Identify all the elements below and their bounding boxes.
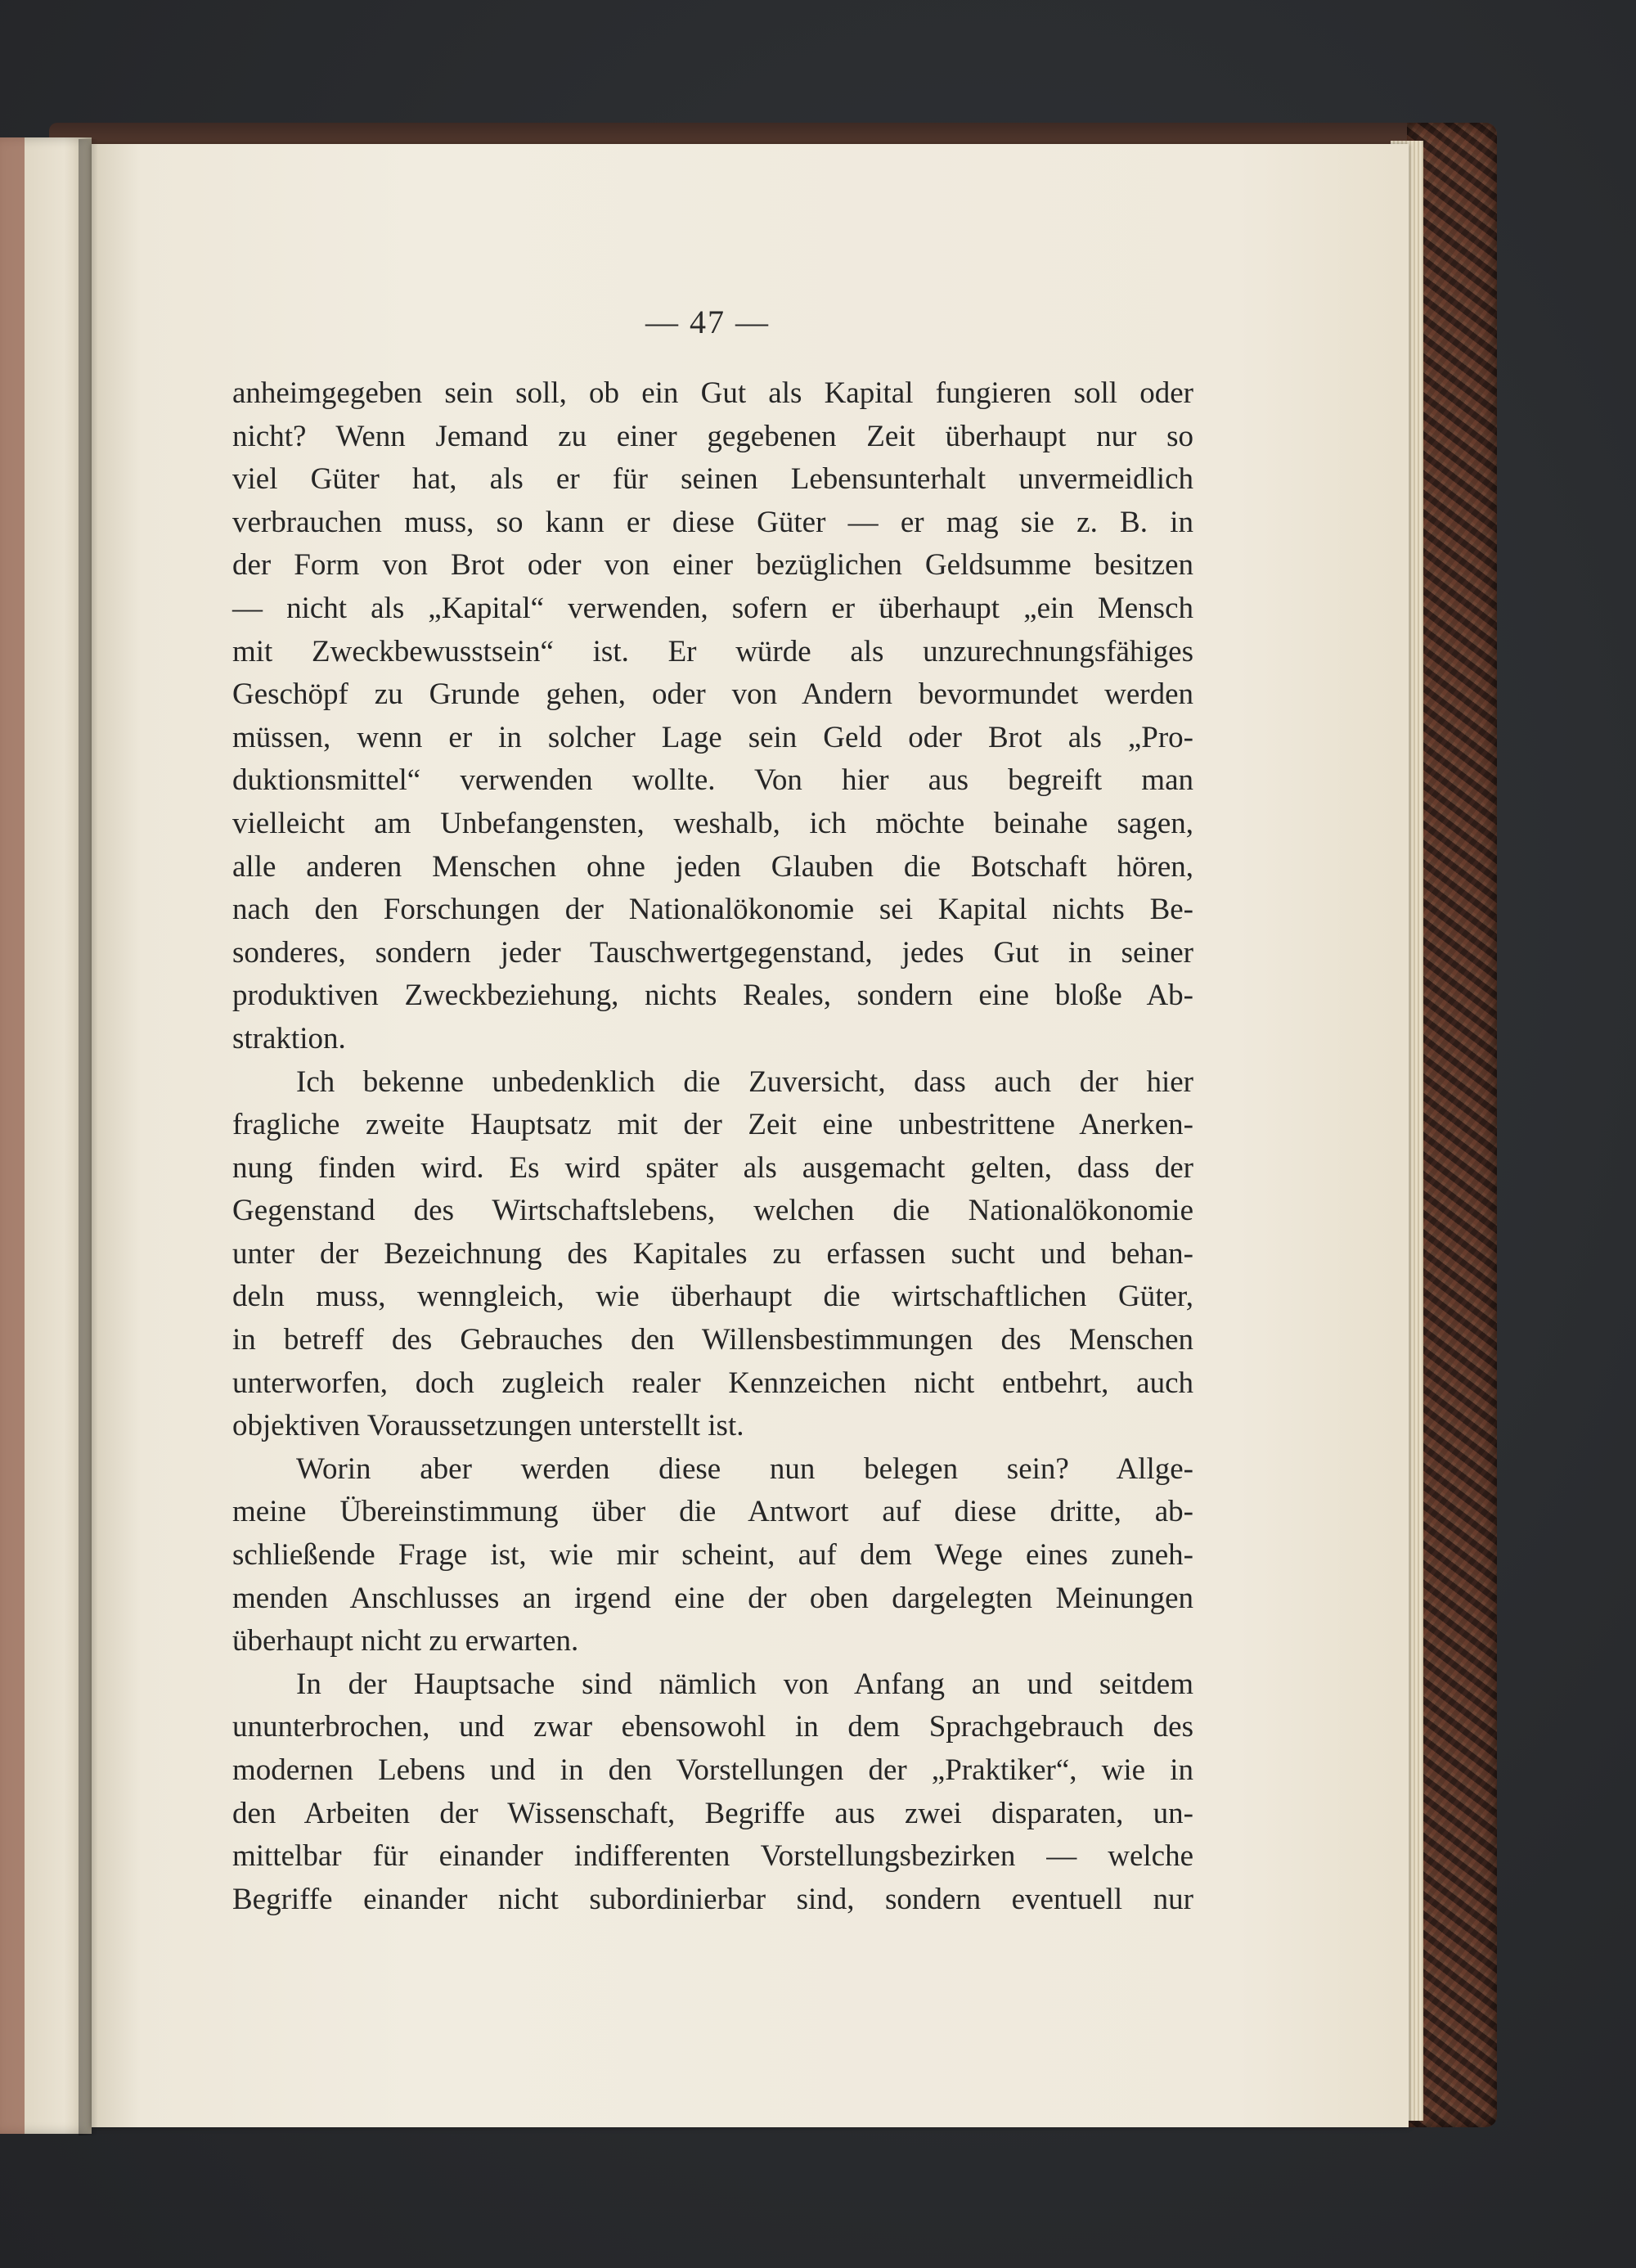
text-line: unter der Bezeichnung des Kapitales zu erfassen sucht und behan- <box>232 1236 1193 1271</box>
text-line: Gegenstand des Wirtschaftslebens, welchen die Nationalökonomie <box>232 1194 1193 1228</box>
text-line: verbrauchen muss, so kann er diese Güter — er mag sie z. B. in <box>232 505 1193 539</box>
text-line: der Form von Brot oder von einer bezüglichen Geldsumme besitzen <box>232 548 1193 583</box>
text-line: anheimgegeben sein soll, ob ein Gut als Kapital fungieren soll oder <box>232 376 1193 410</box>
text-line: meine Übereinstimmung über die Antwort auf diese dritte, ab- <box>232 1495 1193 1529</box>
text-line: alle anderen Menschen ohne jeden Glauben die Botschaft hören, <box>232 849 1193 884</box>
text-line: ununterbrochen, und zwar ebensowohl in dem Sprachgebrauch des <box>232 1710 1193 1744</box>
text-line: menden Anschlusses an irgend eine der oben dargelegten Meinungen <box>232 1581 1193 1615</box>
text-line: schließende Frage ist, wie mir scheint, auf dem Wege eines zuneh- <box>232 1538 1193 1573</box>
text-line: müssen, wenn er in solcher Lage sein Geld oder Brot als „Pro- <box>232 720 1193 754</box>
body-text <box>232 372 1193 1921</box>
text-line: vielleicht am Unbefangensten, weshalb, ich möchte beinahe sagen, <box>232 806 1193 840</box>
text-line: objektiven Voraussetzungen unterstellt ist. <box>232 1409 744 1443</box>
text-line: nung finden wird. Es wird später als ausgemacht gelten, dass der <box>232 1150 1193 1185</box>
text-line: deln muss, wenngleich, wie überhaupt die wirtschaftlichen Güter, <box>232 1280 1193 1314</box>
text-line: viel Güter hat, als er für seinen Lebensunterhalt unvermeidlich <box>232 462 1193 497</box>
text-line: mittelbar für einander indifferenten Vorstellungsbezirken — welche <box>232 1839 1193 1874</box>
text-line: den Arbeiten der Wissenschaft, Begriffe aus zwei disparaten, un- <box>232 1796 1193 1830</box>
text-line: nach den Forschungen der Nationalökonomie sei Kapital nichts Be- <box>232 893 1193 927</box>
text-line: Worin aber werden diese nun belegen sein? Allge- <box>296 1451 1193 1486</box>
page-gutter <box>79 139 98 2135</box>
text-line: — nicht als „Kapital“ verwenden, sofern er überhaupt „ein Mensch <box>232 591 1193 625</box>
text-line: überhaupt nicht zu erwarten. <box>232 1624 579 1658</box>
text-line: produktiven Zweckbeziehung, nichts Reales, sondern eine bloße Ab- <box>232 979 1193 1013</box>
text-line: in betreff des Gebrauches den Willensbestimmungen des Menschen <box>232 1323 1193 1357</box>
text-line: In der Hauptsache sind nämlich von Anfang an und seitdem <box>296 1667 1193 1701</box>
page-number: — 47 — <box>645 304 770 340</box>
text-line: duktionsmittel“ verwenden wollte. Von hier aus begreift man <box>232 763 1193 798</box>
text-line: straktion. <box>232 1021 346 1055</box>
text-line: modernen Lebens und in den Vorstellungen der „Praktiker“, wie in <box>232 1753 1193 1787</box>
text-line: Geschöpf zu Grunde gehen, oder von Andern bevormundet werden <box>232 677 1193 712</box>
text-line: mit Zweckbewusstsein“ ist. Er würde als unzurechnungsfähiges <box>232 634 1193 668</box>
text-line: unterworfen, doch zugleich realer Kennzeichen nicht entbehrt, auch <box>232 1366 1193 1400</box>
text-line: sonderes, sondern jeder Tauschwertgegenstand, jedes Gut in seiner <box>232 935 1193 970</box>
left-page-edge <box>0 137 25 2134</box>
text-line: Ich bekenne unbedenklich die Zuversicht, dass auch der hier <box>296 1064 1193 1099</box>
text-line: nicht? Wenn Jemand zu einer gegebenen Zeit überhaupt nur so <box>232 419 1193 453</box>
text-line: fragliche zweite Hauptsatz mit der Zeit eine unbestrittene Anerken- <box>232 1108 1193 1142</box>
text-line: Begriffe einander nicht subordinierbar sind, sondern eventuell nur <box>232 1882 1193 1916</box>
